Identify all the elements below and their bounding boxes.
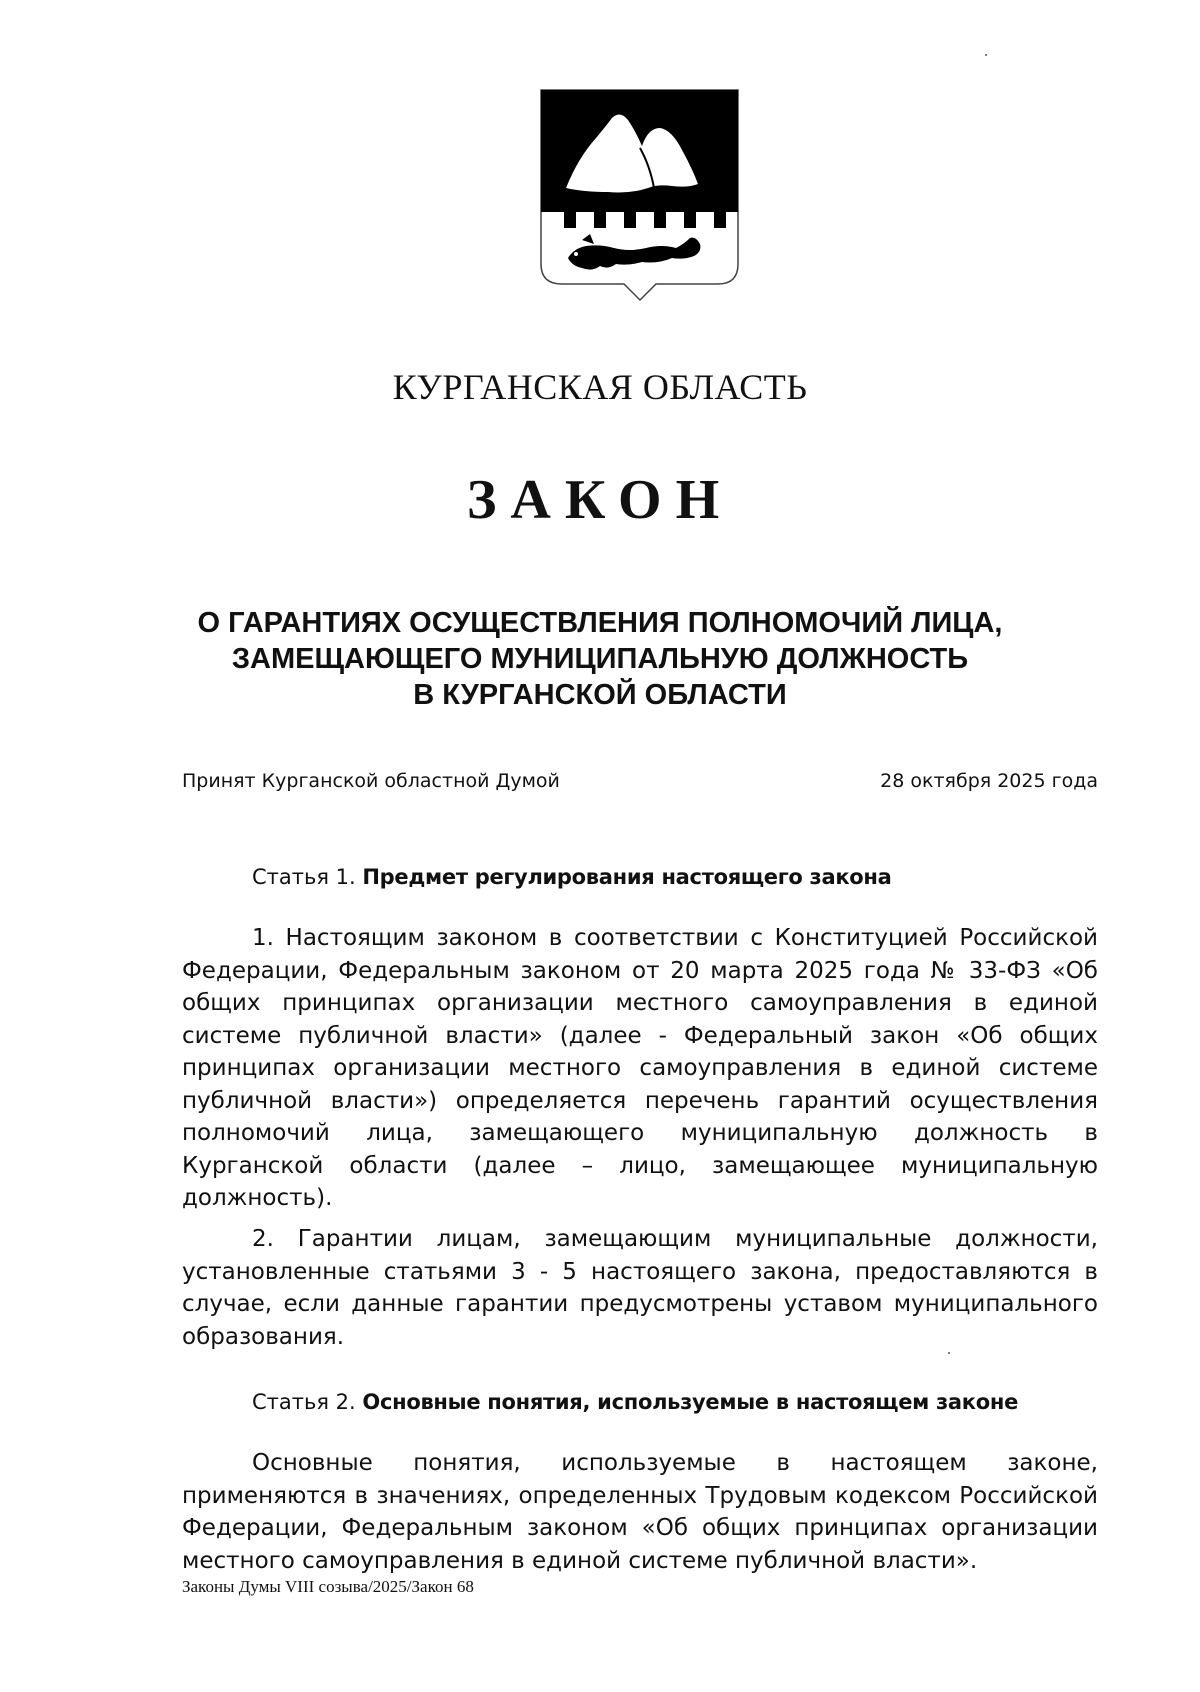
article-paragraph: 2. Гарантии лицам, замещающим муниципальные должности, установленные статьями 3 - 5 настоящего закона, предоставляются в случае, если данные гарантии предусмотрены уставом муниципального образования. (182, 1226, 1098, 1350)
document-footer: Законы Думы VIII созыва/2025/Закон 68 (182, 1577, 474, 1596)
adoption-date: 28 октября 2025 года (880, 770, 1098, 792)
article-paragraph: Основные понятия, используемые в настоящем законе, применяются в значениях, определенных Трудовым кодексом Российской Федерации, Федеральным законом «Об общих принципах организации местного самоуправления в единой системе публичной власти». (182, 1450, 1098, 1574)
article-title: Основные понятия, используемые в настоящем законе (362, 1390, 1019, 1414)
article-number: Статья 2. (252, 1390, 356, 1414)
law-title-line: О ГАРАНТИЯХ ОСУЩЕСТВЛЕНИЯ ПОЛНОМОЧИЙ ЛИЦА, (197, 607, 1003, 639)
article-number: Статья 1. (252, 865, 356, 889)
law-title (150, 605, 1050, 713)
law-title-line: В КУРГАНСКОЙ ОБЛАСТИ (413, 679, 787, 711)
region-name: КУРГАНСКАЯ ОБЛАСТЬ (392, 367, 808, 407)
scan-speck (948, 1352, 950, 1354)
article-paragraph: 1. Настоящим законом в соответствии с Конституцией Российской Федерации, Федеральным законом от 20 марта 2025 года № 33-ФЗ «Об общих принципах организации местного самоуправления в единой системе публичной власти» (далее - Федеральный закон «Об общих принципах организации местного самоуправления в единой системе публичной власти») определяется перечень гарантий осуществления полномочий лица, замещающего муниципальную должность в Курганской области (далее – лицо, замещающее муниципальную должность). (182, 925, 1098, 1211)
article-heading (252, 865, 892, 889)
document-type: ЗАКОН (466, 469, 734, 531)
article-title: Предмет регулирования настоящего закона (362, 865, 892, 889)
coat-of-arms-icon (538, 88, 742, 340)
scan-speck (985, 54, 987, 56)
law-title-line: ЗАМЕЩАЮЩЕГО МУНИЦИПАЛЬНУЮ ДОЛЖНОСТЬ (231, 643, 969, 675)
adopted-by: Принят Курганской областной Думой (182, 770, 560, 792)
adoption-line (182, 770, 1098, 792)
article-heading (252, 1390, 1018, 1414)
